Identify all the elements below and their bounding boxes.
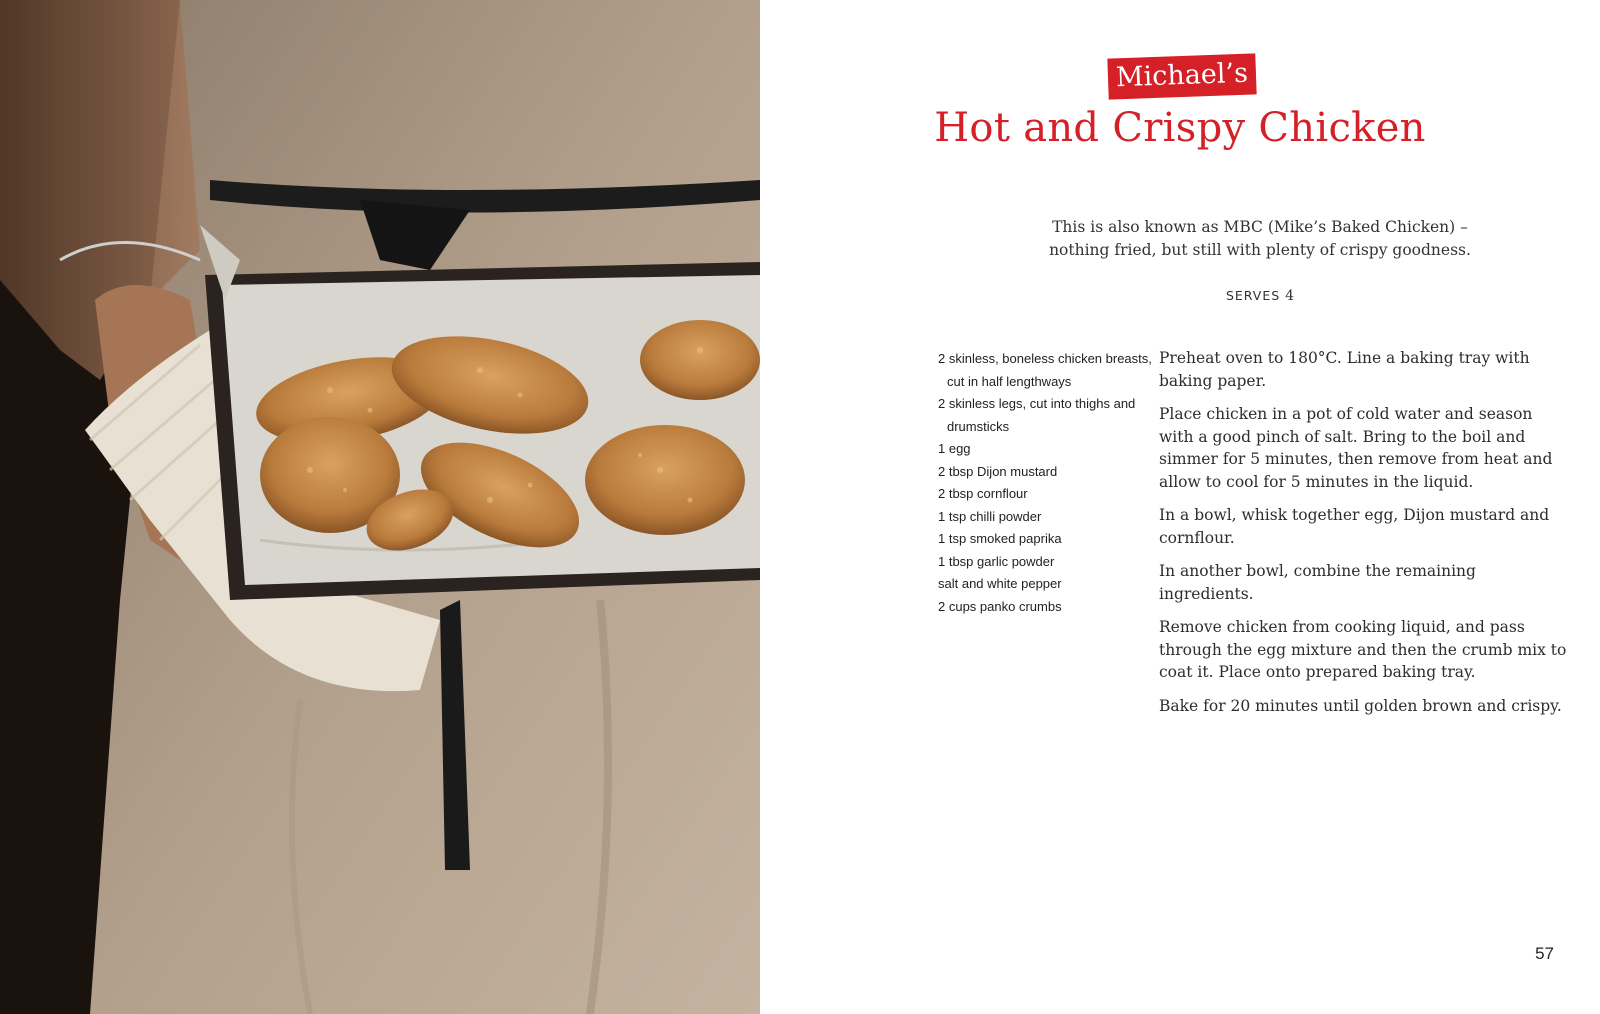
intro-line-2: nothing fried, but still with plenty of crispy goodness. — [1049, 241, 1471, 259]
ingredient-item: 1 tsp chilli powder — [938, 508, 1042, 524]
serves — [1020, 288, 1500, 304]
recipe-title: Hot and Crispy Chicken — [934, 105, 1426, 151]
title-block — [760, 56, 1600, 151]
page-number: 57 — [1535, 944, 1554, 963]
recipe-page — [760, 0, 1600, 1014]
serves-count: 4 — [1285, 288, 1295, 304]
serves-label: SERVES — [1225, 288, 1281, 303]
method-step: In another bowl, combine the remaining ingredients. — [1159, 562, 1476, 603]
ingredient-item: salt and white pepper — [938, 576, 1062, 591]
intro-line-1: This is also known as MBC (Mike’s Baked Chicken) – — [1052, 218, 1468, 236]
ingredient-item: 2 skinless legs, cut into thighs and drumsticks — [938, 396, 1136, 434]
chicken-tray-illustration — [0, 0, 760, 1014]
ingredient-item: 1 egg — [938, 441, 971, 456]
method-step: In a bowl, whisk together egg, Dijon mustard and cornflour. — [1159, 506, 1550, 547]
method-step: Remove chicken from cooking liquid, and pass through the egg mixture and then the crumb mix to coat it. Place onto prepared baking tray. — [1159, 618, 1567, 681]
ingredient-item: 1 tbsp garlic powder — [938, 553, 1055, 569]
ingredient-item: 1 tsp smoked paprika — [938, 531, 1062, 546]
method-step: Preheat oven to 180°C. Line a baking tray with baking paper. — [1159, 349, 1530, 390]
ingredients-list — [938, 348, 1153, 618]
ingredient-item: 2 tbsp Dijon mustard — [938, 463, 1058, 479]
recipe-photo — [0, 0, 760, 1014]
method-step: Bake for 20 minutes until golden brown and crispy. — [1159, 696, 1562, 715]
method-steps — [1159, 347, 1569, 728]
recipe-kicker: Michael’s — [1107, 53, 1256, 99]
recipe-intro — [1020, 216, 1500, 262]
method-step: Place chicken in a pot of cold water and season with a good pinch of salt. Bring to the boil and simmer for 5 minutes, then remove from heat and allow to cool for 5 minutes in the liquid. — [1159, 405, 1553, 491]
ingredient-item: 2 tbsp cornflour — [938, 486, 1028, 501]
ingredient-item: 2 cups panko crumbs — [938, 598, 1062, 614]
ingredient-item: 2 skinless, boneless chicken breasts, cut in half lengthways — [938, 351, 1152, 389]
